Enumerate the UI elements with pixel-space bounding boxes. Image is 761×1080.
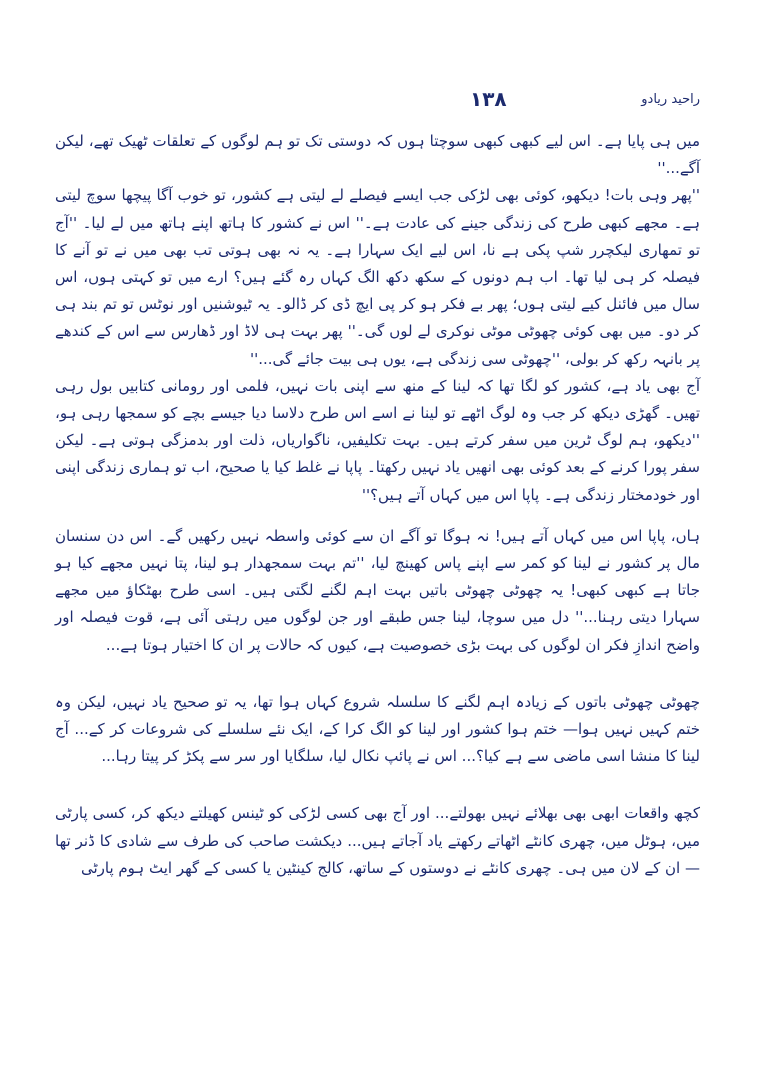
paragraph-gap	[55, 509, 700, 523]
paragraph: ''پھر وہی بات! دیکھو، کوئی بھی لڑکی جب ایسے فیصلے لے لیتی ہے کشور، تو خوب آگا پیچھا سوچ لیتی ہے۔ مجھے کبھی طرح کی زندگی جینے کی عادت ہے۔'' اس نے کشور کا ہاتھ اپنے ہاتھ میں لے لیا۔ ''آج تو تمھاری لیکچرر شپ پکی ہے نا، اس لیے ایک سہارا ہے۔ یہ نہ بھی ہوتی تب بھی میں نے تو آنے کا فیصلہ کر ہی لیا تھا۔ اب ہم دونوں کے سکھ دکھ الگ کہاں رہ گئے ہیں؟ ارے میں تو کہتی ہوں، اس سال میں فائنل کیے لیتی ہوں؛ پھر بے فکر ہو کر پی ایچ ڈی کر ڈالو۔ یہ ٹیوشنیں اور نوٹس تو تم بند ہی کر دو۔ میں بھی کوئی چھوٹی موٹی نوکری لے لوں گی۔'' پھر بہت ہی لاڈ اور ڈھارس سے اس کے کندھے پر بانہہ رکھ کر بولی، ''چھوٹی سی زندگی ہے، یوں ہی بیت جائے گی...''	[55, 186, 700, 368]
paragraph: آج بھی یاد ہے، کشور کو لگا تھا کہ لینا کے منھ سے اپنی بات نہیں، فلمی اور رومانی کتابیں بول رہی تھیں۔ گھڑی دیکھ کر جب وہ لوگ اٹھے تو لینا نے اسے اس طرح دلاسا دیا جیسے بچے کو سمجھا رہی ہو، ''دیکھو، ہم لوگ ٹرین میں سفر کرتے ہیں۔ بہت تکلیفیں، ناگواریاں، ذلت اور بدمزگی ہوتی ہے۔ لیکن سفر پورا کرنے کے بعد کوئی بھی انھیں یاد نہیں رکھتا۔ پاپا نے غلط کیا یا صحیح، اب تو ہماری زندگی اپنی اور خودمختار زندگی ہے۔ پاپا اس میں کہاں آتے ہیں؟''	[55, 376, 700, 504]
paragraph: چھوٹی چھوٹی باتوں کے زیادہ اہم لگنے کا سلسلہ شروع کہاں ہوا تھا، یہ تو صحیح یاد نہیں، لیکن وہ ختم کہیں نہیں ہوا— ختم ہوا کشور اور لینا کو الگ کرا کے، ایک نئے سلسلے کی شروعات کر کے... آج لینا کا منشا اسی ماضی سے ہے کیا؟... اس نے پائپ نکال لیا، سلگایا اور سر سے پکڑ کر پیتا رہا...	[55, 692, 700, 766]
page-number: ١٣٨	[470, 87, 507, 111]
paragraph: میں ہی پایا ہے۔ اس لیے کبھی کبھی سوچتا ہوں کہ دوستی تک تو ہم لوگوں کے تعلقات ٹھیک تھے، لیکن آگے...''	[55, 132, 700, 178]
paragraph: کچھ واقعات ابھی بھی بھلائے نہیں بھولتے... اور آج بھی کسی لڑکی کو ٹینس کھیلتے دیکھ کر، کسی پارٹی میں، ہوٹل میں، چھری کانٹے اٹھاتے رکھتے یاد آجاتے ہیں... دیکشت صاحب کی طرف سے شادی کا ڈنر تھا— ان کے لان میں ہی۔ چھری کانٹے نے دوستوں کے ساتھ، کالج کینٹین یا کسی کے گھر ایٹ ہوم پارٹی	[55, 804, 700, 877]
running-title: راحید ریادو	[641, 91, 700, 107]
page-header	[470, 84, 700, 114]
section-gap	[55, 659, 700, 689]
section-gap	[55, 770, 700, 800]
paragraph: ہاں، پاپا اس میں کہاں آتے ہیں! نہ ہوگا تو آگے ان سے کوئی واسطہ نہیں رکھیں گے۔ اس دن سنسان مال پر کشور نے لینا کو کمر سے اپنے پاس کھینچ لیا، ''تم بہت سمجھدار ہو لینا، پتا نہیں مجھے کیا ہو جاتا ہے کبھی کبھی! یہ چھوٹی چھوٹی باتیں بہت اہم لگنے لگتی ہیں۔ اسی طرح بھٹکاؤ میں مجھے سہارا دیتی رہنا...'' دل میں سوچا، لینا جس طبقے اور جن لوگوں میں رہتی آئی ہے، قوت فیصلہ اور واضح اندازِ فکر ان لوگوں کی بہت بڑی خصوصیت ہے، کیوں کہ حالات پر ان کا اختیار ہوتا ہے...	[55, 526, 700, 654]
page-body	[55, 128, 700, 882]
